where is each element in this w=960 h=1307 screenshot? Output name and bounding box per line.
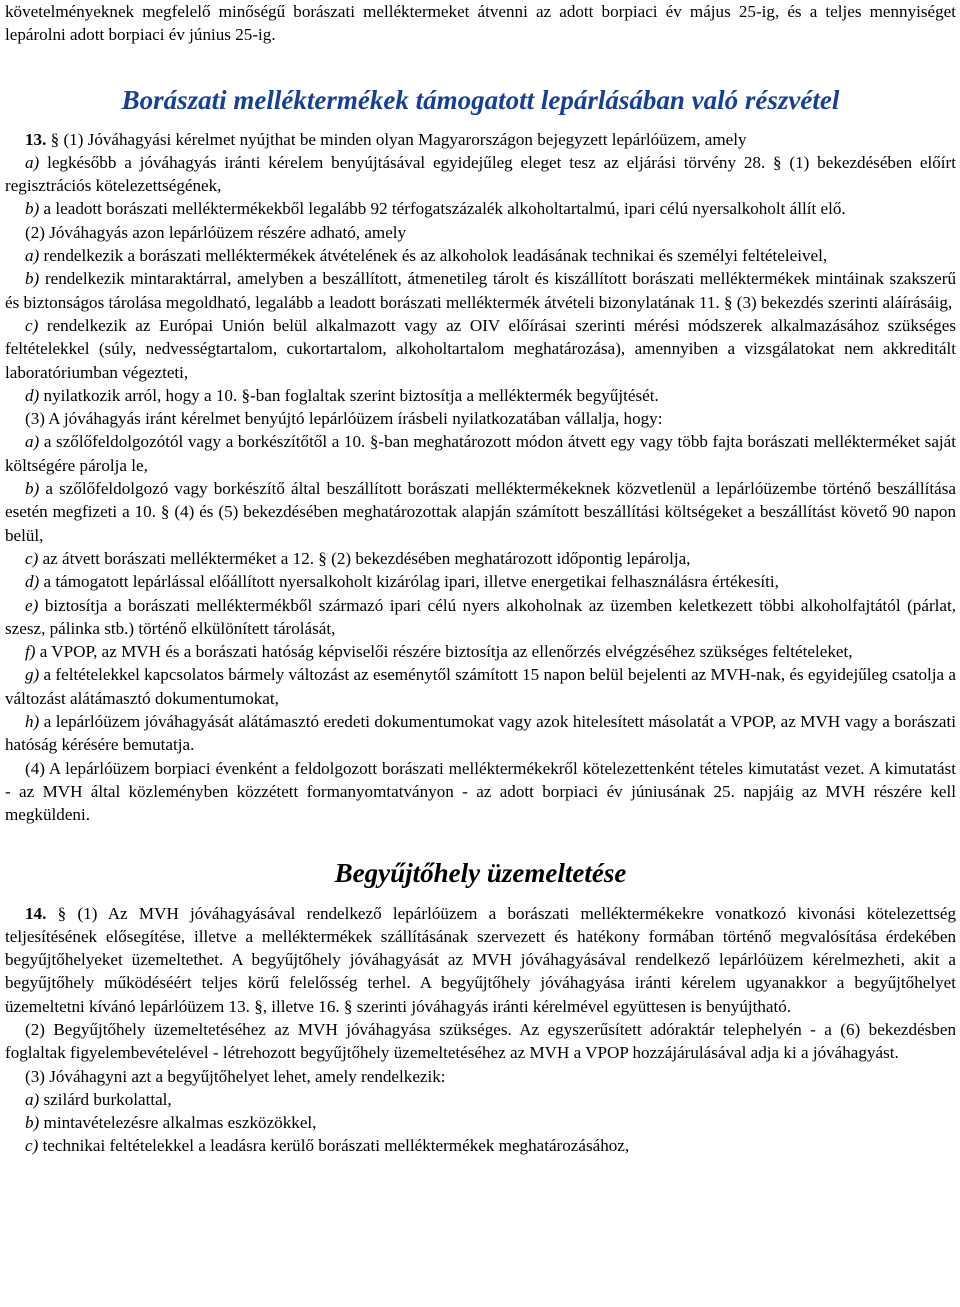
list-label: a) [25, 152, 40, 172]
list-label: b) [25, 199, 40, 219]
list-item [5, 430, 956, 477]
section-number: 14. [25, 903, 47, 923]
list-label: c) [25, 315, 39, 335]
list-text: a lepárlóüzem jóváhagyását alátámasztó eredeti dokumentumokat vagy azok hitelesített másolatát a VPOP, az MVH vagy a borászati hatóság kérésére bemutatja. [5, 712, 957, 755]
list-label: a) [25, 1089, 40, 1109]
list-item [5, 314, 956, 384]
paragraph-14-3: (3) Jóváhagyni azt a begyűjtőhelyet lehet, amely rendelkezik: [25, 1066, 446, 1086]
list-text: technikai feltételekkel a leadásra kerülő borászati melléktermékek meghatározásához, [42, 1136, 630, 1156]
paragraph-13-2: (2) Jóváhagyás azon lepárlóüzem részére adható, amely [25, 222, 407, 242]
list-text: szilárd burkolattal, [43, 1089, 172, 1109]
list-label: c) [25, 1136, 39, 1156]
intro-paragraph: követelményeknek megfelelő minőségű borászati melléktermeket átvenni az adott borpiaci év május 25-ig, és a teljes mennyiséget lepárolni adott borpiaci év június 25-ig. [5, 2, 956, 45]
list-item [5, 244, 956, 267]
list-label: c) [25, 548, 39, 568]
list-text: legkésőbb a jóváhagyás iránti kérelem benyújtásával egyidejűleg eleget tesz az eljárási törvény 28. § (1) bekezdésében előírt regisztrációs kötelezettségének, [5, 152, 957, 196]
list-text: a szőlőfeldolgozótól vagy a borkészítőtől a 10. §-ban meghatározott módon átvett egy vagy több fajta borászati mellékterméket saját költségére párolja le, [5, 432, 956, 475]
paragraph-13-1 [5, 128, 956, 151]
list-item [5, 570, 956, 593]
list-label: f) [25, 642, 36, 662]
list-item [5, 477, 956, 547]
list-label: b) [25, 1113, 40, 1133]
list-text: biztosítja a borászati melléktermékből származó ipari célú nyers alkoholnak az üzemben keletkezett többi alkoholfajtától (párlat, szesz, pálinka stb.) történő elkülönített tárolását, [5, 595, 956, 638]
list-label: a) [25, 246, 40, 266]
list-item [5, 1134, 956, 1157]
list-label: g) [25, 665, 40, 685]
paragraph-14-1 [5, 902, 956, 1018]
list-item [5, 547, 956, 570]
section-heading-distillation: Borászati melléktermékek támogatott lepárlásában való részvétel [121, 84, 840, 115]
list-item [5, 267, 956, 314]
list-label: b) [25, 269, 40, 289]
list-label: h) [25, 712, 40, 732]
paragraph-text: § (1) Jóváhagyási kérelmet nyújthat be minden olyan Magyarországon bejegyzett lepárlóüzem, amely [50, 129, 747, 149]
paragraph-14-2: (2) Begyűjtőhely üzemeltetéséhez az MVH jóváhagyása szükséges. Az egyszerűsített adóraktár telephelyén - a (6) bekezdésben foglaltak figyelembevételével - létrehozott begyűjtőhely üzemeltetéséhez az MVH a VPOP hozzájárulásával adja ki a jóváhagyást. [5, 1019, 956, 1063]
list-item [5, 384, 956, 407]
list-item [5, 663, 956, 710]
list-text: az átvett borászati mellékterméket a 12. § (2) bekezdésében meghatározott időpontig lepárolja, [42, 548, 691, 568]
list-label: b) [25, 479, 40, 499]
list-item [5, 197, 956, 220]
list-item [5, 710, 956, 757]
list-item [5, 594, 956, 641]
list-text: a feltételekkel kapcsolatos bármely változást az eseménytől számított 15 napon belül bejelenti az MVH-nak, és egyidejűleg csatolja a változást alátámasztó dokumentumokat, [5, 665, 956, 708]
list-item [5, 640, 956, 663]
list-label: e) [25, 595, 39, 615]
list-text: rendelkezik az Európai Unión belül alkalmazott vagy az OIV előírásai szerinti mérési módszerek alkalmazásához szükséges feltételekkel (súly, nedvességtartalom, cukortartalom, alkoholtartalom meghatározása), amennyiben a vizsgálatokat nem akkreditált laboratóriumban végezteti, [5, 315, 956, 382]
list-text: a támogatott lepárlással előállított nyersalkoholt kizárólag ipari, illetve energetikai felhasználásra értékesíti, [43, 572, 779, 592]
list-text: mintavételezésre alkalmas eszközökkel, [43, 1113, 317, 1133]
list-item [5, 151, 956, 198]
list-text: rendelkezik mintaraktárral, amelyben a beszállított, átmenetileg tárolt és kiszállított borászati melléktermékek mintáinak szakszerű és biztonságos tárolása megoldható, legalább a leadott borászati melléktermék átvételi bizonylatának 11. § (3) bekezdés szerinti aláírásáig, [5, 269, 957, 312]
list-text: rendelkezik a borászati melléktermékek átvételének és az alkoholok leadásának technikai és személyi feltételeivel, [43, 246, 828, 266]
list-label: d) [25, 385, 40, 405]
list-label: a) [25, 432, 40, 452]
list-item [5, 1088, 956, 1111]
list-text: a VPOP, az MVH és a borászati hatóság képviselői részére biztosítja az ellenőrzés elvégzéséhez szükséges feltételeket, [39, 642, 853, 662]
paragraph-text: § (1) Az MVH jóváhagyásával rendelkező lepárlóüzem a borászati melléktermékekre vonatkozó kivonási kötelezettség teljesítésének elősegítése, illetve a melléktermékek szállításának szervezett és hatékony formában történő megvalósítása érdekében begyűjtőhelyeket üzemeltethet. A begyűjtőhely jóváhagyását az MVH jóváhagyásával rendelkező lepárlóüzem kérelmezheti, akit a begyűjtőhely működéséért teljes körű felelősség terhel. A begyűjtőhely jóváhagyása iránti kérelem ugyanakkor a begyűjtőhelyet üzemeltetni kívánó lepárlóüzem 13. §, illetve 16. § szerinti jóváhagyás iránti kérelmével együttesen is benyújtható. [5, 903, 956, 1016]
list-text: a leadott borászati melléktermékekből legalább 92 térfogatszázalék alkoholtartalmú, ipari célú nyersalkoholt állít elő. [43, 199, 846, 219]
list-label: d) [25, 572, 40, 592]
section-heading-collection-point: Begyűjtőhely üzemeltetése [334, 857, 627, 888]
section-number: 13. [25, 129, 47, 149]
list-item [5, 1111, 956, 1134]
paragraph-13-3: (3) A jóváhagyás iránt kérelmet benyújtó lepárlóüzem írásbeli nyilatkozatában vállalja, hogy: [25, 409, 663, 429]
list-text: nyilatkozik arról, hogy a 10. §-ban foglaltak szerint biztosítja a melléktermék begyűjtését. [43, 385, 659, 405]
paragraph-13-4: (4) A lepárlóüzem borpiaci évenként a feldolgozott borászati melléktermékekről kötelezettenként tételes kimutatást vezet. A kimutatást - az MVH által közleményben közzétett formanyomtatványon - az adott borpiaci év júniusának 25. napjáig az MVH részére kell megküldeni. [5, 758, 956, 825]
list-text: a szőlőfeldolgozó vagy borkészítő által beszállított borászati melléktermékeknek közvetlenül a lepárlóüzembe történő beszállítása esetén megfizeti a 10. § (4) és (5) bekezdésében meghatározottak alapján számított beszállítási költségeket a beszállítást követő 90 napon belül, [5, 479, 956, 545]
